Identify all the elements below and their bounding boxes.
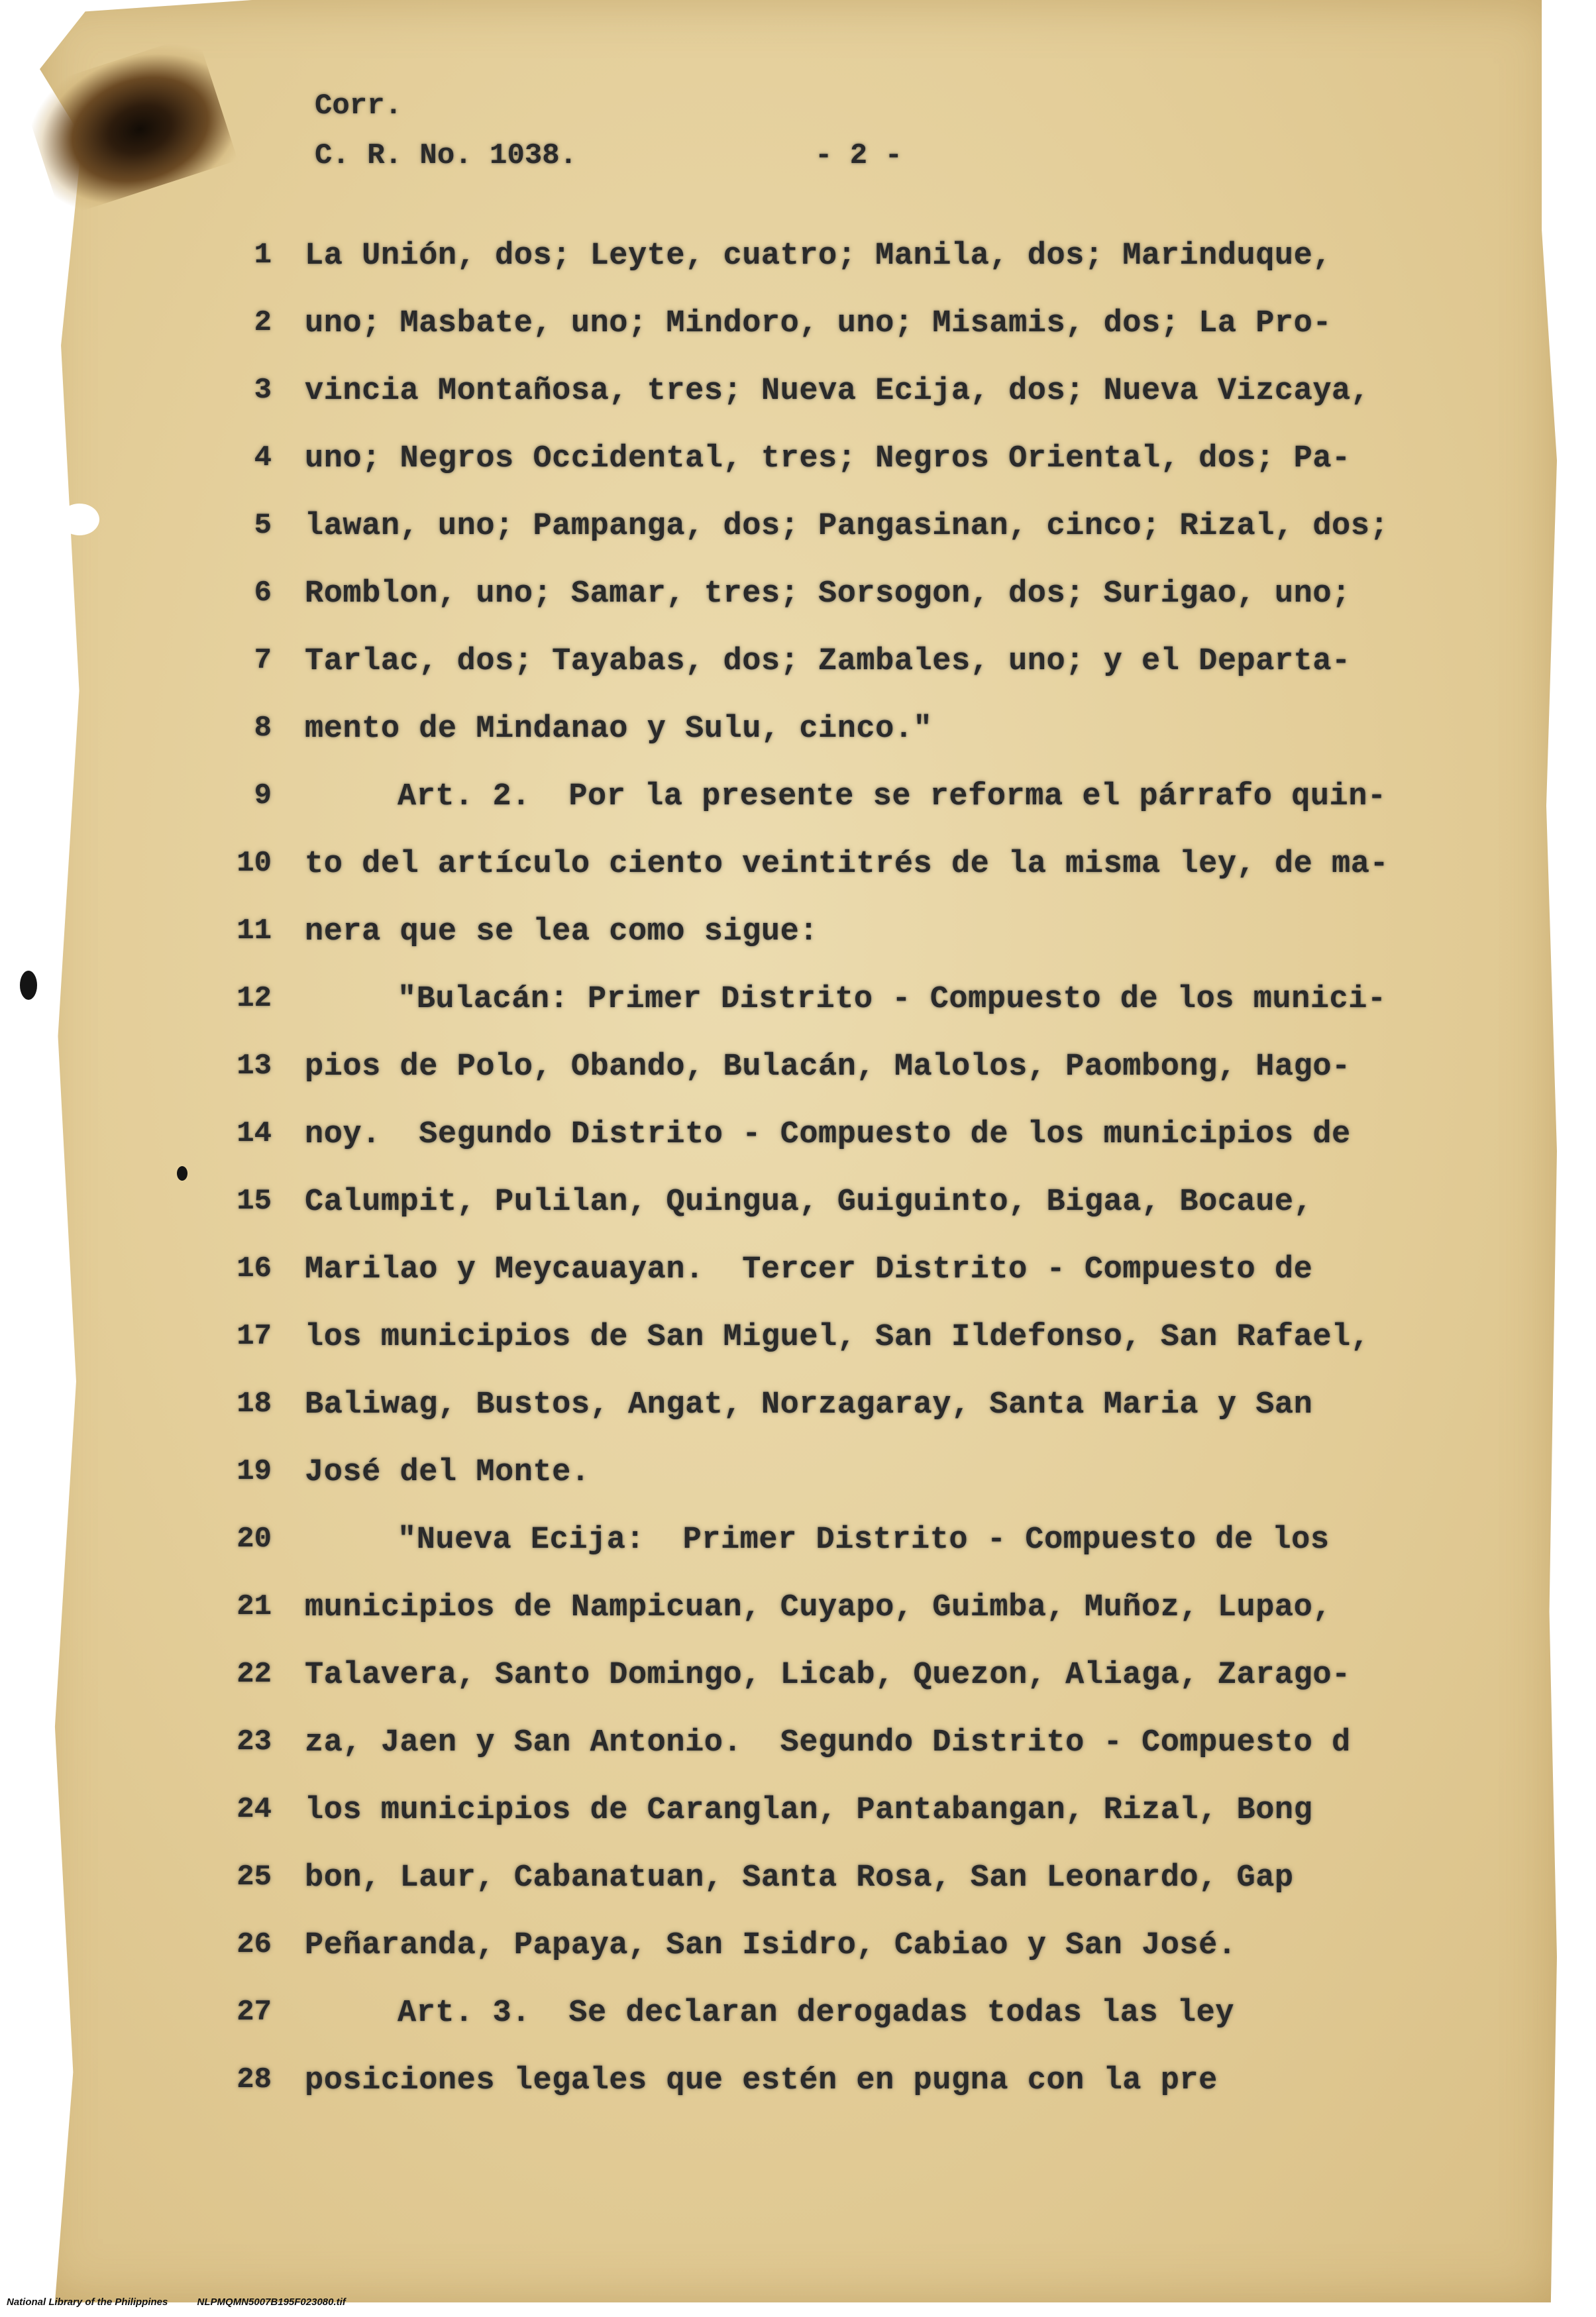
document-line [0,441,1596,494]
document-line [0,1793,1596,1846]
document-line [0,1523,1596,1576]
document-line [0,982,1596,1035]
line-text: posiciones legales que estén en pugna con la pre [305,2063,1218,2098]
line-number: 13 [237,1050,272,1083]
line-number: 15 [237,1185,272,1218]
line-number: 9 [254,779,272,812]
line-number: 6 [254,576,272,610]
document-line [0,1117,1596,1170]
line-number: 2 [254,306,272,339]
line-text: los municipios de San Miguel, San Ildefonso, San Rafael, [305,1320,1370,1355]
line-number: 25 [237,1860,272,1894]
document-line [0,1050,1596,1103]
line-text: to del artículo ciento veintitrés de la misma ley, de ma- [305,847,1389,882]
line-number: 24 [237,1793,272,1826]
line-number: 5 [254,509,272,542]
line-text: vincia Montañosa, tres; Nueva Ecija, dos; Nueva Vizcaya, [305,374,1370,409]
document-line [0,1928,1596,1981]
document-line [0,374,1596,427]
document-line [0,239,1596,292]
line-number: 4 [254,441,272,474]
document-line [0,644,1596,697]
line-number: 28 [237,2063,272,2096]
document-line [0,1860,1596,1913]
line-number: 16 [237,1252,272,1285]
line-number: 1 [254,239,272,272]
document-line [0,1185,1596,1238]
line-text: lawan, uno; Pampanga, dos; Pangasinan, cinco; Rizal, dos; [305,509,1389,544]
line-text: Calumpit, Pulilan, Quingua, Guiguinto, Bigaa, Bocaue, [305,1185,1313,1220]
line-text: Peñaranda, Papaya, San Isidro, Cabiao y San José. [305,1928,1237,1963]
scan-footer [7,2296,372,2308]
line-number: 3 [254,374,272,407]
document-line [0,914,1596,967]
line-number: 12 [237,982,272,1015]
line-number: 27 [237,1996,272,2029]
line-number: 21 [237,1590,272,1623]
line-text: nera que se lea como sigue: [305,914,819,949]
line-text: uno; Negros Occidental, tres; Negros Oriental, dos; Pa- [305,441,1351,476]
file-id: NLPMQMN5007B195F023080.tif [197,2296,346,2308]
line-text: Marilao y Meycauayan. Tercer Distrito - Compuesto de [305,1252,1313,1287]
line-number: 10 [237,847,272,880]
header-corr: Corr. [315,89,403,123]
line-text: Baliwag, Bustos, Angat, Norzagaray, Santa Maria y San [305,1387,1313,1423]
library-credit: National Library of the Philippines [7,2296,168,2308]
document-line [0,1658,1596,1711]
line-text: Art. 3. Se declaran derogadas todas las ley [398,1996,1235,2031]
line-text: "Bulacán: Primer Distrito - Compuesto de los munici- [398,982,1387,1017]
line-number: 20 [237,1523,272,1556]
line-text: Art. 2. Por la presente se reforma el párrafo quin- [398,779,1387,814]
document-line [0,306,1596,359]
document-line [0,1725,1596,1778]
line-number: 22 [237,1658,272,1691]
line-text: pios de Polo, Obando, Bulacán, Malolos, Paombong, Hago- [305,1050,1351,1085]
document-line [0,779,1596,832]
line-text: za, Jaen y San Antonio. Segundo Distrito - Compuesto d [305,1725,1351,1760]
document-line [0,712,1596,765]
line-number: 8 [254,712,272,745]
line-number: 14 [237,1117,272,1150]
document-line [0,1455,1596,1508]
line-number: 11 [237,914,272,947]
line-text: "Nueva Ecija: Primer Distrito - Compuesto de los [398,1523,1330,1558]
document-line [0,1252,1596,1305]
line-text: municipios de Nampicuan, Cuyapo, Guimba, Muñoz, Lupao, [305,1590,1332,1625]
page-marker: - 2 - [815,139,903,172]
line-text: José del Monte. [305,1455,590,1490]
line-text: bon, Laur, Cabanatuan, Santa Rosa, San Leonardo, Gap [305,1860,1294,1896]
line-text: uno; Masbate, uno; Mindoro, uno; Misamis, dos; La Pro- [305,306,1332,341]
document-line [0,509,1596,562]
line-text: mento de Mindanao y Sulu, cinco." [305,712,933,747]
line-number: 17 [237,1320,272,1353]
line-text: La Unión, dos; Leyte, cuatro; Manila, dos; Marinduque, [305,239,1332,274]
line-text: Tarlac, dos; Tayabas, dos; Zambales, uno; y el Departa- [305,644,1351,679]
document-line [0,1996,1596,2049]
line-text: noy. Segundo Distrito - Compuesto de los municipios de [305,1117,1351,1152]
document-line [0,576,1596,629]
document-line [0,1590,1596,1643]
line-number: 23 [237,1725,272,1758]
line-number: 19 [237,1455,272,1488]
line-text: los municipios de Caranglan, Pantabangan, Rizal, Bong [305,1793,1313,1828]
line-text: Romblon, uno; Samar, tres; Sorsogon, dos; Surigao, uno; [305,576,1351,612]
document-line [0,2063,1596,2116]
bill-number: C. R. No. 1038. [315,139,578,172]
document-line [0,1320,1596,1373]
document-line [0,847,1596,900]
document-line [0,1387,1596,1440]
line-text: Talavera, Santo Domingo, Licab, Quezon, Aliaga, Zarago- [305,1658,1351,1693]
line-number: 7 [254,644,272,677]
line-number: 26 [237,1928,272,1961]
line-number: 18 [237,1387,272,1421]
